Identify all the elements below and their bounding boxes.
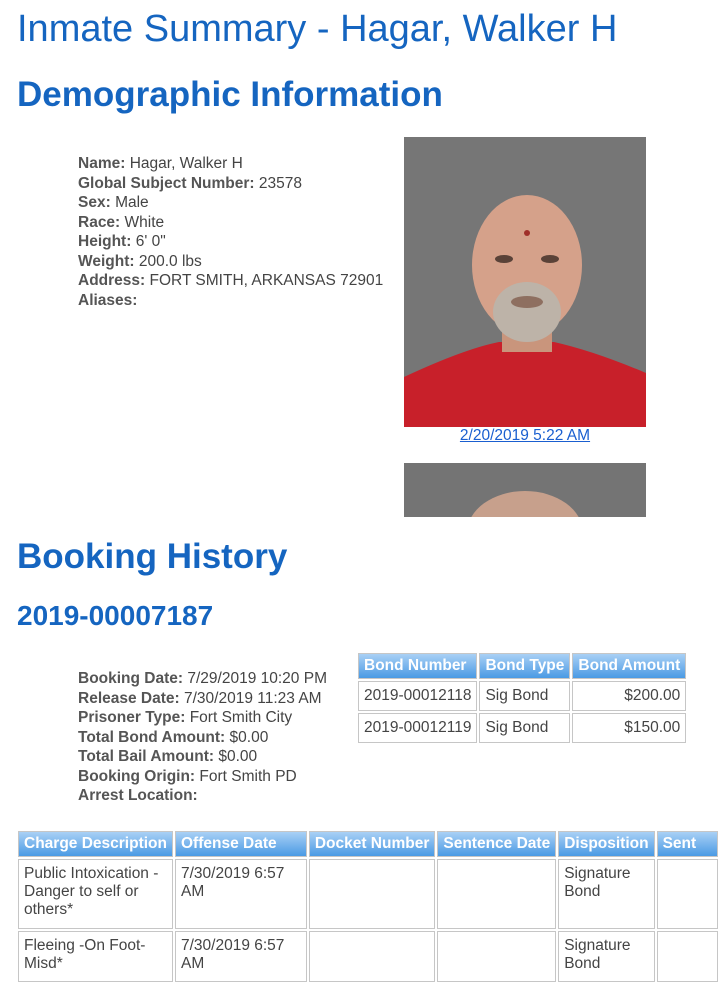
bond-type-cell: Sig Bond: [479, 681, 570, 711]
booking-number: 2019-00007187: [17, 600, 214, 631]
aliases-label: Aliases:: [78, 291, 138, 309]
gsn-row: [78, 174, 383, 194]
docket-number-header: Docket Number: [309, 831, 436, 857]
booking-section-title: Booking History: [17, 537, 288, 576]
offense-date-header: Offense Date: [175, 831, 307, 857]
name-value: Hagar, Walker H: [129, 155, 243, 172]
sex-label: Sex:: [78, 194, 111, 211]
race-label: Race:: [78, 213, 121, 231]
bond-number-cell: 2019-00012118: [358, 681, 477, 711]
height-value: 6' 0": [135, 233, 166, 250]
release-date-row: [78, 689, 327, 709]
bond-amount-header: Bond Amount: [572, 653, 686, 679]
charge-table: [16, 829, 720, 984]
table-row: [18, 859, 718, 929]
gsn-value: 23578: [258, 174, 302, 192]
disposition-header: Disposition: [558, 831, 654, 857]
sex-row: [78, 193, 383, 213]
address-row: [78, 271, 383, 291]
bond-amount-cell: $200.00: [572, 681, 686, 711]
sentence-cell: [657, 859, 718, 929]
sentence-date-header: Sentence Date: [437, 831, 556, 857]
address-label: Address:: [78, 272, 146, 289]
origin-value: Fort Smith PD: [199, 767, 297, 785]
arrest-location-row: [78, 786, 327, 806]
sentence-cell: [657, 931, 718, 982]
booking-date-label: Booking Date:: [78, 670, 184, 687]
bond-type-header: Bond Type: [479, 653, 570, 679]
release-date-label: Release Date:: [78, 689, 180, 707]
bond-header-row: [358, 653, 686, 679]
origin-row: [78, 767, 327, 787]
weight-row: [78, 252, 383, 272]
second-photo: [404, 463, 646, 517]
offense-date-cell: 7/30/2019 6:57 AM: [175, 931, 307, 982]
sex-value: Male: [115, 194, 149, 211]
origin-label: Booking Origin:: [78, 767, 196, 785]
sentence-date-cell: [437, 931, 556, 982]
sentence-date-cell: [437, 859, 556, 929]
address-value: FORT SMITH, ARKANSAS 72901: [149, 272, 384, 289]
charge-description-cell: Fleeing -On Foot-Misd*: [18, 931, 173, 982]
disposition-cell: Signature Bond: [558, 931, 654, 982]
page-title: Inmate Summary - Hagar, Walker H: [17, 8, 618, 50]
total-bond-row: [78, 728, 327, 748]
booking-date-value: 7/29/2019 10:20 PM: [187, 670, 327, 687]
mugshot-photo: [404, 137, 646, 427]
arrest-location-label: Arrest Location:: [78, 787, 198, 804]
second-photo-image: [404, 463, 646, 517]
photo-date-link[interactable]: 2/20/2019 5:22 AM: [459, 427, 591, 444]
mugshot-image: [404, 137, 646, 427]
charge-description-header: Charge Description: [18, 831, 173, 857]
height-label: Height:: [78, 233, 132, 250]
name-row: [78, 154, 383, 174]
total-bond-label: Total Bond Amount:: [78, 728, 226, 746]
bond-number-header: Bond Number: [358, 653, 477, 679]
bond-table: [356, 651, 688, 745]
demographic-info: [78, 154, 383, 310]
release-date-value: 7/30/2019 11:23 AM: [183, 689, 322, 707]
weight-value: 200.0 lbs: [138, 252, 202, 270]
table-row: [358, 713, 686, 743]
gsn-label: Global Subject Number:: [78, 174, 255, 192]
offense-date-cell: 7/30/2019 6:57 AM: [175, 859, 307, 929]
total-bail-value: $0.00: [218, 748, 258, 765]
total-bond-value: $0.00: [229, 728, 269, 746]
total-bail-row: [78, 747, 327, 767]
prisoner-type-value: Fort Smith City: [189, 709, 293, 726]
race-value: White: [124, 213, 165, 231]
charge-description-cell: Public Intoxication - Danger to self or others*: [18, 859, 173, 929]
bond-number-cell: 2019-00012119: [358, 713, 477, 743]
table-row: [18, 931, 718, 982]
charge-header-row: [18, 831, 718, 857]
prisoner-type-label: Prisoner Type:: [78, 709, 186, 726]
photo-date: [404, 427, 646, 445]
bond-type-cell: Sig Bond: [479, 713, 570, 743]
height-row: [78, 232, 383, 252]
total-bail-label: Total Bail Amount:: [78, 748, 215, 765]
disposition-cell: Signature Bond: [558, 859, 654, 929]
bond-amount-cell: $150.00: [572, 713, 686, 743]
docket-number-cell: [309, 931, 436, 982]
weight-label: Weight:: [78, 252, 135, 270]
docket-number-cell: [309, 859, 436, 929]
prisoner-type-row: [78, 708, 327, 728]
table-row: [358, 681, 686, 711]
booking-info: [78, 669, 327, 806]
race-row: [78, 213, 383, 233]
booking-date-row: [78, 669, 327, 689]
sentence-header: Sent: [657, 831, 718, 857]
demographic-section-title: Demographic Information: [17, 75, 443, 114]
aliases-row: [78, 291, 383, 311]
name-label: Name:: [78, 155, 126, 172]
